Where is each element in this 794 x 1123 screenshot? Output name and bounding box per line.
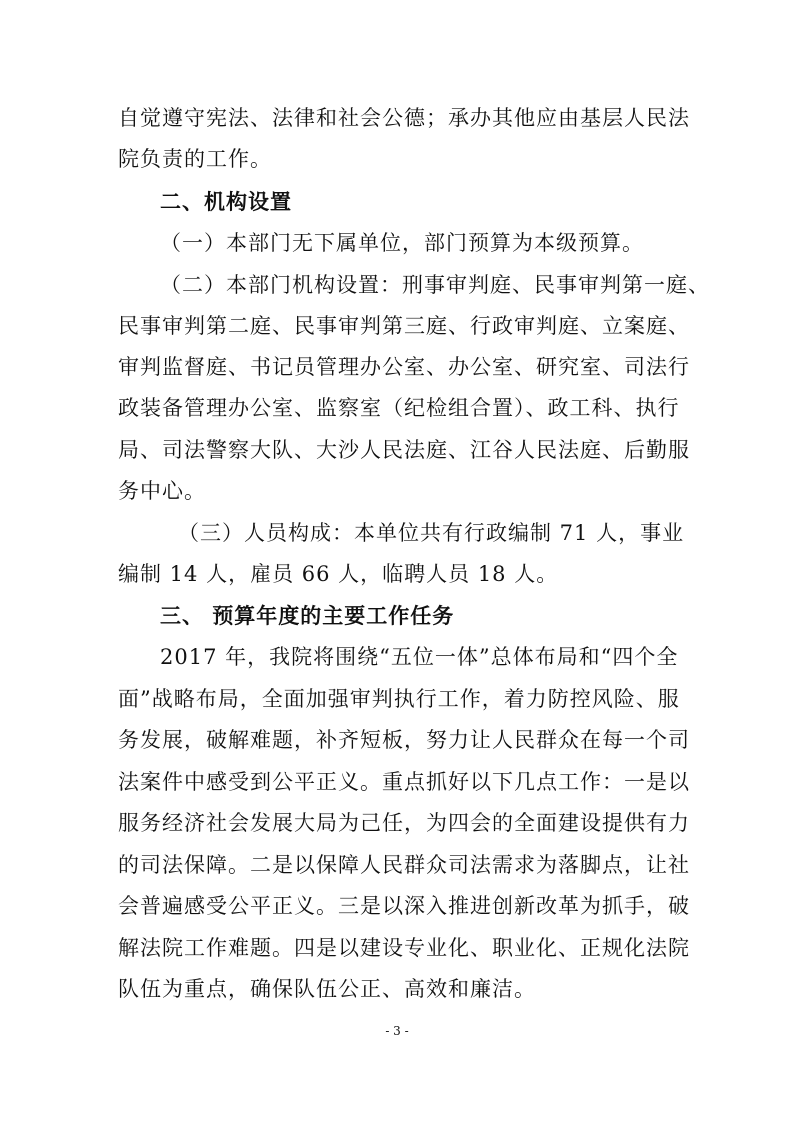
body-line: 2017 年，我院将围绕“五位一体”总体布局和“四个全 [160,645,679,669]
body-line: 务中心。 [118,479,206,503]
body-line: 审判监督庭、书记员管理办公室、办公室、研究室、司法行 [118,355,690,379]
body-line: （二）本部门机构设置：刑事审判庭、民事审判第一庭、 [160,273,710,297]
page-number: - 3 - [385,1024,409,1038]
section-heading-structure: 二、机构设置 [160,190,292,214]
body-line: 民事审判第二庭、民事审判第三庭、行政审判庭、立案庭、 [118,314,690,338]
body-line: 法案件中感受到公平正义。重点抓好以下几点工作：一是以 [118,770,690,794]
body-line: 政装备管理办公室、监察室（纪检组合置）、政工科、执行 [118,396,680,420]
body-line: 局、司法警察大队、大沙人民法庭、江谷人民法庭、后勤服 [118,438,690,462]
body-line: 的司法保障。二是以保障人民群众司法需求为落脚点，让社 [118,853,690,877]
body-line: 院负责的工作。 [118,147,272,171]
body-line: （一）本部门无下属单位，部门预算为本级预算。 [160,231,644,255]
body-line: 解法院工作难题。四是以建设专业化、职业化、正规化法院 [118,936,690,960]
body-line: 面”战略布局，全面加强审判执行工作，着力防控风险、服 [118,687,680,711]
body-line: 自觉遵守宪法、法律和社会公德；承办其他应由基层人民法 [118,106,690,130]
body-line: 会普遍感受公平正义。三是以深入推进创新改革为抓手，破 [118,894,690,918]
body-line: 队伍为重点，确保队伍公正、高效和廉洁。 [118,977,536,1001]
body-line: 服务经济社会发展大局为己任，为四会的全面建设提供有力 [118,811,690,835]
body-line: 编制 14 人，雇员 66 人，临聘人员 18 人。 [118,562,559,586]
body-line: （三）人员构成：本单位共有行政编制 71 人，事业 [178,521,685,545]
body-line: 务发展，破解难题，补齐短板，努力让人民群众在每一个司 [118,728,690,752]
section-heading-tasks: 三、 预算年度的主要工作任务 [160,604,455,628]
